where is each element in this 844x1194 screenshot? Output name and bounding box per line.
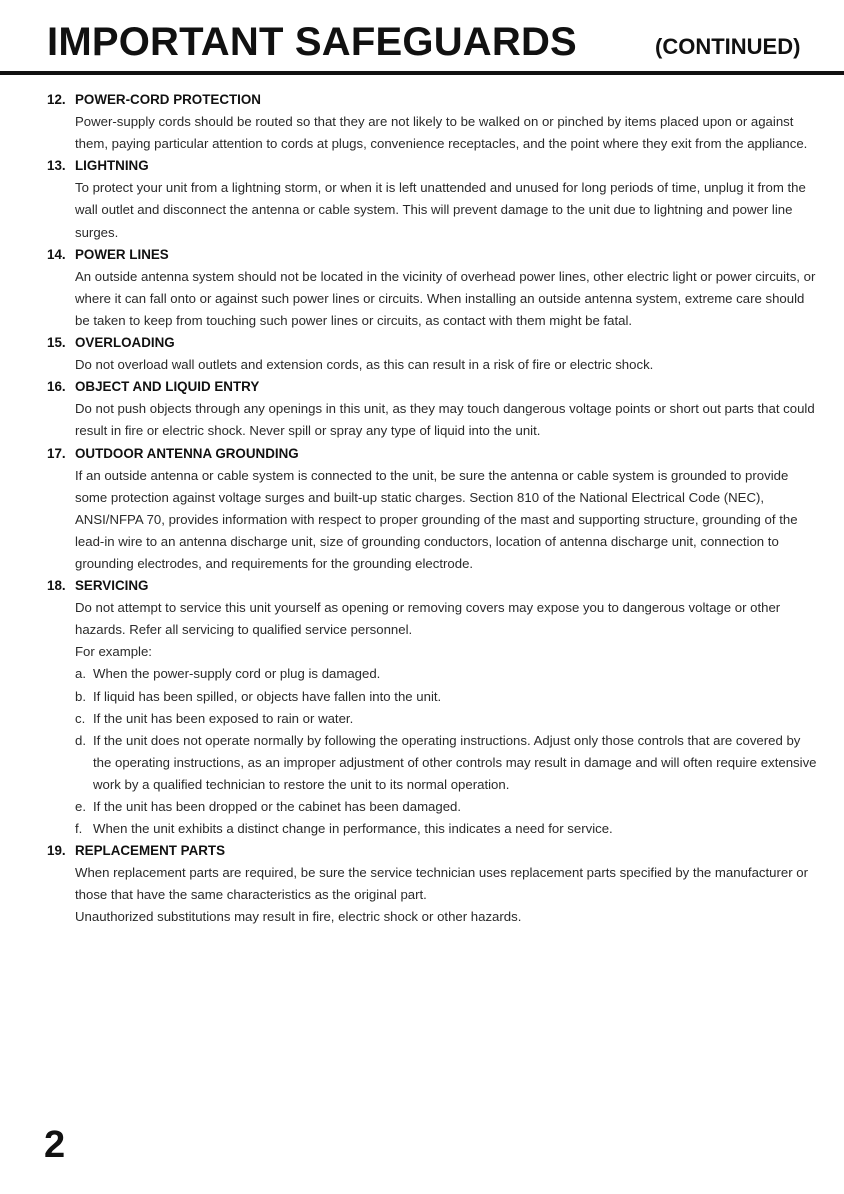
section-paragraph: An outside antenna system should not be located in the vicinity of overhead power lines, other electric light or power circuits, or where it can fall onto or against such power lines or circuits. When installing an outside antenna system, extreme care should be taken to keep from touching such power lines or circuits, as contact with them might be fatal.: [75, 268, 816, 328]
list-item-text: When the power-supply cord or plug is damaged.: [93, 666, 381, 682]
safeguards-list: [47, 89, 817, 929]
section-title: SERVICING: [75, 578, 149, 594]
section-power-lines: [47, 244, 817, 332]
section-number: 12.: [47, 92, 66, 107]
section-heading: [47, 244, 817, 266]
list-letter: c.: [75, 710, 86, 726]
section-overloading: [47, 332, 817, 376]
section-servicing: [47, 575, 817, 840]
list-letter: b.: [75, 688, 86, 704]
section-number: 13.: [47, 158, 66, 174]
page-number: 2: [44, 1124, 66, 1166]
section-title: REPLACEMENT PARTS: [75, 843, 226, 859]
section-title: OVERLOADING: [75, 335, 175, 351]
list-item-text: If liquid has been spilled, or objects have fallen into the unit.: [93, 688, 442, 704]
section-object-and-liquid-entry: [47, 376, 817, 442]
section-title: OUTDOOR ANTENNA GROUNDING: [75, 445, 299, 461]
section-lightning: [47, 155, 817, 243]
section-power-cord-protection: [47, 89, 817, 155]
section-heading: [47, 443, 817, 465]
list-letter: f.: [75, 821, 83, 837]
section-heading: [47, 155, 817, 177]
section-paragraph: Do not push objects through any openings in this unit, as they may touch dangerous voltage points or short out parts that could result in fire or electric shock. Never spill or spray any type of liquid into the unit.: [75, 401, 815, 439]
page-title: IMPORTANT SAFEGUARDS: [47, 20, 577, 64]
section-paragraph: If an outside antenna or cable system is connected to the unit, be sure the antenna or cable system is grounded to provide some protection against voltage surges and built-up static charges. Section 810 of the National Electrical Code (NEC), ANSI/NFPA 70, provides information with respect to proper grounding of the mast and supporting structure, grounding of the lead-in wire to an antenna discharge unit, size of grounding conductors, location of antenna discharge unit, connection to grounding electrodes, and requirements for the grounding electrode.: [75, 467, 798, 571]
section-paragraph: Power-supply cords should be routed so that they are not likely to be walked on or pinched by items placed upon or against them, paying particular attention to cords at plugs, convenience receptacles, and the point where they exit from the appliance.: [75, 114, 808, 152]
list-item-text: When the unit exhibits a distinct change in performance, this indicates a need for service.: [93, 821, 613, 837]
list-item: [47, 686, 817, 708]
section-paragraph: Do not attempt to service this unit yourself as opening or removing covers may expose you to dangerous voltage or other hazards. Refer all servicing to qualified service personnel.: [75, 600, 781, 638]
section-heading: [47, 575, 817, 597]
section-heading: [47, 89, 817, 111]
page-header: [0, 0, 844, 76]
section-paragraph: When replacement parts are required, be sure the service technician uses replacement parts specified by the manufacturer or those that have the same characteristics as the original part.: [75, 865, 809, 903]
list-item: [47, 663, 817, 685]
header-divider: [0, 71, 844, 75]
list-letter: e.: [75, 799, 86, 814]
section-heading: [47, 840, 817, 862]
section-number: 14.: [47, 246, 66, 262]
section-paragraph: For example:: [75, 644, 152, 660]
list-item-text: If the unit has been dropped or the cabinet has been damaged.: [93, 799, 462, 814]
section-outdoor-antenna-grounding: [47, 443, 817, 576]
section-paragraph: Do not overload wall outlets and extension cords, as this can result in a risk of fire or electric shock.: [75, 357, 654, 373]
section-number: 19.: [47, 843, 66, 859]
section-title: OBJECT AND LIQUID ENTRY: [75, 379, 260, 395]
section-replacement-parts: [47, 840, 817, 928]
list-item-text: If the unit has been exposed to rain or water.: [93, 710, 354, 726]
section-heading: [47, 332, 817, 354]
section-number: 17.: [47, 445, 66, 461]
section-number: 16.: [47, 379, 66, 395]
section-number: 15.: [47, 335, 66, 351]
section-title: POWER LINES: [75, 246, 169, 262]
section-paragraph: Unauthorized substitutions may result in fire, electric shock or other hazards.: [75, 909, 522, 925]
section-number: 18.: [47, 578, 66, 594]
list-item: [47, 818, 817, 840]
section-title: POWER-CORD PROTECTION: [75, 92, 261, 107]
section-title: LIGHTNING: [75, 158, 149, 174]
section-paragraph: To protect your unit from a lightning storm, or when it is left unattended and unused for long periods of time, unplug it from the wall outlet and disconnect the antenna or cable system. This will prevent damage to the unit due to lightning and power line surges.: [75, 180, 806, 240]
list-item-text: If the unit does not operate normally by following the operating instructions. Adjust only those controls that are covered by the operating instructions, as an improper adjustment of other controls may result in damage and will often require extensive work by a qualified technician to restore the unit to its normal operation.: [93, 732, 817, 792]
list-letter: a.: [75, 666, 86, 682]
page-subtitle: (CONTINUED): [655, 34, 801, 59]
list-letter: d.: [75, 732, 86, 748]
list-item: [47, 708, 817, 730]
section-heading: [47, 376, 817, 398]
list-item: [47, 796, 817, 818]
list-item: [47, 730, 817, 796]
